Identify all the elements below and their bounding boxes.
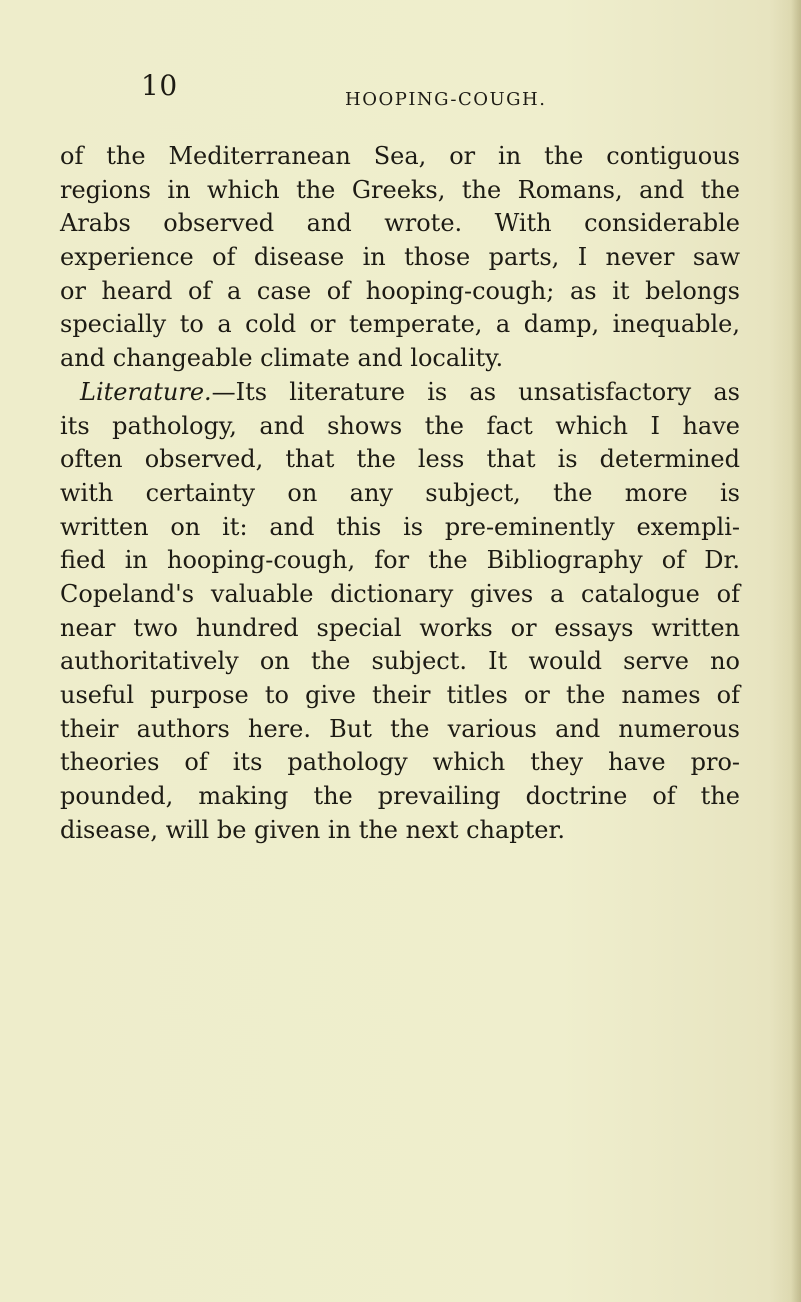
text-line: fied in hooping-cough, for the Bibliography of Dr. [60,546,740,575]
page-edge-shadow [791,0,801,1302]
text-line: often observed, that the less that is determined [60,445,740,474]
text-line: their authors here. But the various and numerous [60,714,740,743]
paragraph-1 [60,140,740,376]
text-line-with-heading [60,376,740,410]
heading-line-rest: —Its literature is as unsatisfactory as [211,377,740,406]
text-line: near two hundred special works or essays written [60,613,740,642]
text-line: Arabs observed and wrote. With considerable [60,209,740,238]
text-line: disease, will be given in the next chapter. [60,815,565,844]
text-line: Copeland's valuable dictionary gives a catalogue of [60,579,740,608]
text-line: of the Mediterranean Sea, or in the contiguous [60,142,740,170]
text-line: its pathology, and shows the fact which I have [60,411,740,440]
text-line: useful purpose to give their titles or the names of [60,681,740,709]
text-line: or heard of a case of hooping-cough; as it belongs [60,276,740,305]
text-line: authoritatively on the subject. It would serve no [60,647,740,676]
text-line: theories of its pathology which they have pro- [60,748,740,777]
text-line: with certainty on any subject, the more is [60,478,740,507]
text-line: regions in which the Greeks, the Romans, and the [60,175,740,204]
text-line: written on it: and this is pre-eminently exempli- [60,512,740,541]
text-line: experience of disease in those parts, I never saw [60,243,740,272]
body-text [60,140,740,847]
running-head: HOOPING-COUGH. [345,89,547,110]
text-line: and changeable climate and locality. [60,344,504,373]
page-number: 10 [141,69,178,102]
text-line: specially to a cold or temperate, a damp, inequable, [60,310,740,339]
section-heading-literature: Literature. [80,377,212,406]
text-line: pounded, making the prevailing doctrine of the [60,782,740,811]
paragraph-2 [60,376,740,848]
